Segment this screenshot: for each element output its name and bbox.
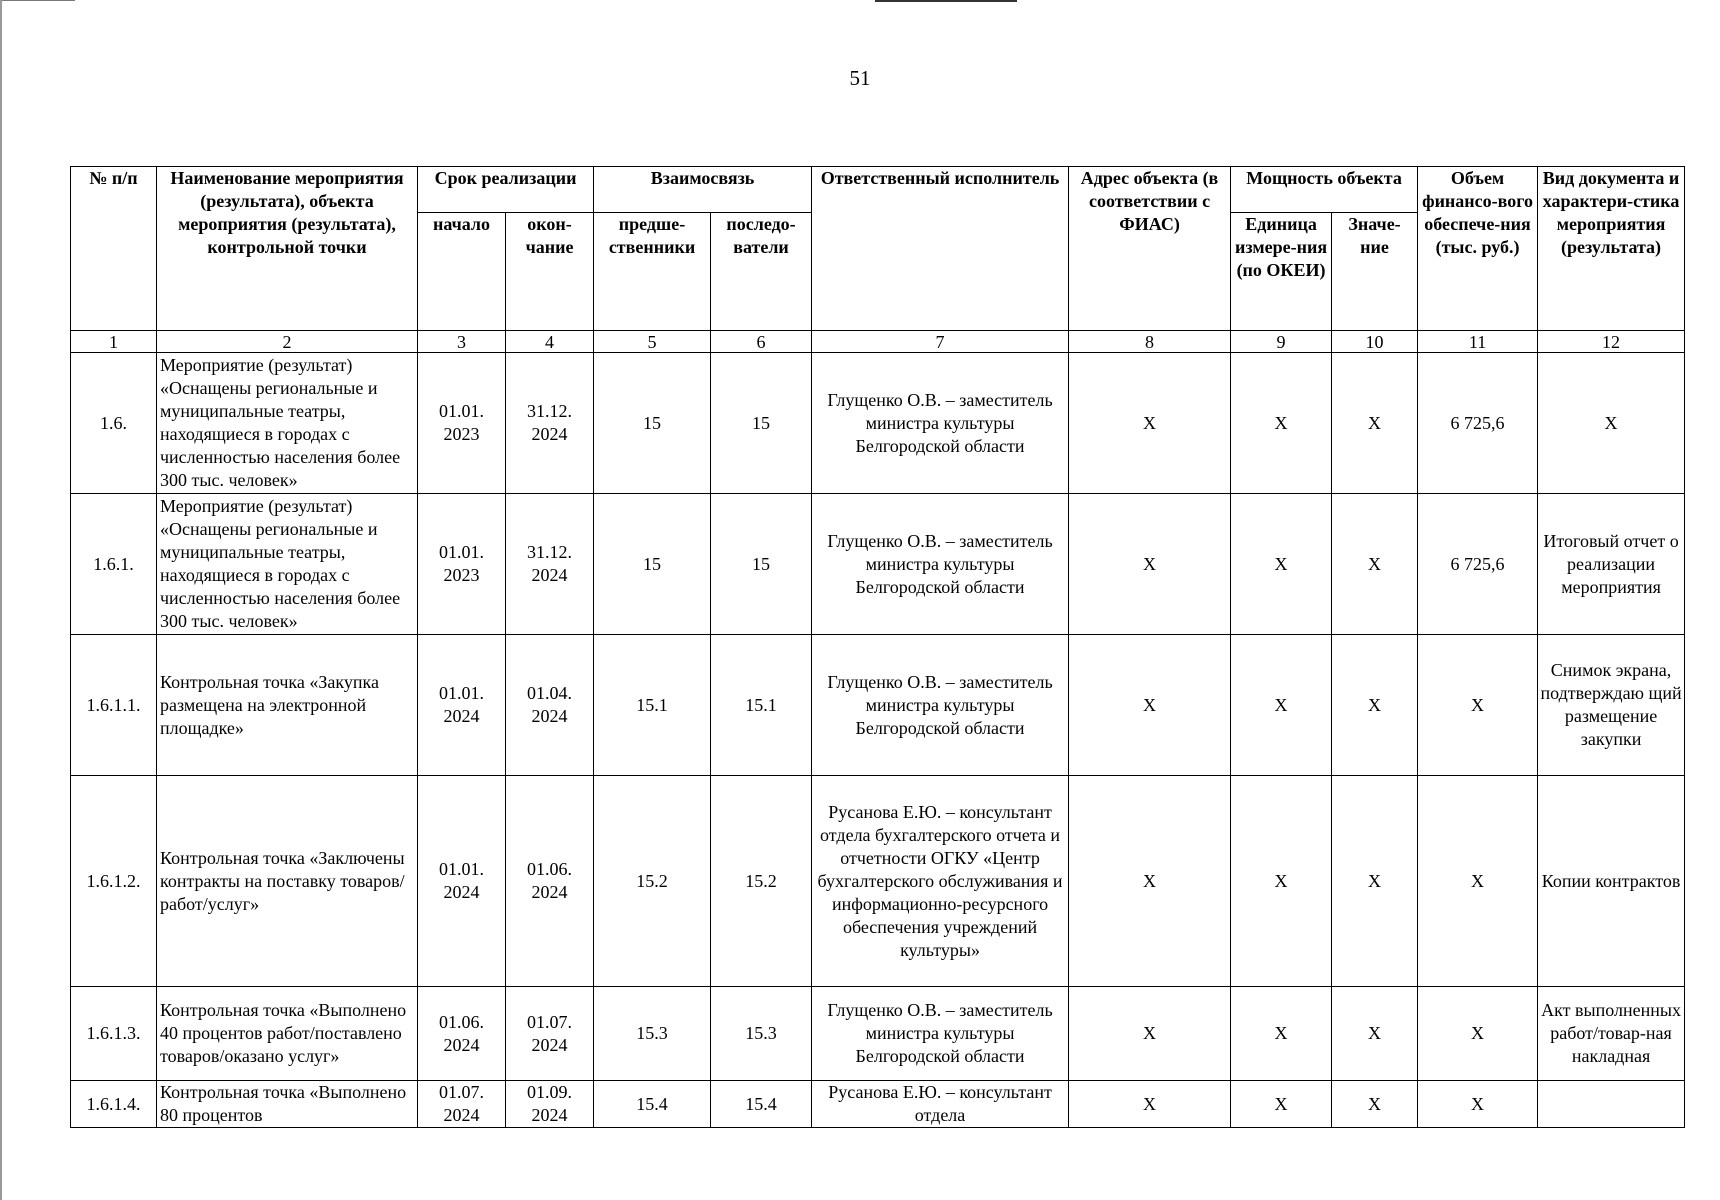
row-doc: Акт выполненных работ/товар-ная накладная (1538, 987, 1685, 1081)
row-end: 31.12. 2024 (506, 353, 594, 494)
row-start: 01.01. 2023 (418, 353, 506, 494)
row-doc: Снимок экрана, подтверждаю щий размещение закупки (1538, 635, 1685, 776)
scan-artifact-line (0, 0, 75, 1)
row-responsible: Русанова Е.Ю. – консультант отдела бухгалтерского отчета и отчетности ОГКУ «Центр бухгалтерского обслуживания и информационно-ресурсного обеспечения учреждений культуры» (812, 776, 1069, 987)
column-number: 2 (157, 331, 418, 353)
row-address: X (1069, 635, 1231, 776)
table-row (71, 494, 1685, 635)
header-term-end: окон-чание (506, 213, 594, 331)
row-unit: X (1231, 635, 1332, 776)
row-value: X (1332, 1081, 1418, 1128)
row-num: 1.6.1.3. (71, 987, 157, 1081)
row-prev: 15 (594, 353, 711, 494)
row-responsible: Глущенко О.В. – заместитель министра культуры Белгородской области (812, 987, 1069, 1081)
row-name: Мероприятие (результат) «Оснащены региональные и муниципальные театры, находящиеся в городах с численностью населения более 300 тыс. человек» (157, 353, 418, 494)
table-row (71, 987, 1685, 1081)
table-row (71, 353, 1685, 494)
header-name: Наименование мероприятия (результата), объекта мероприятия (результата), контрольной точки (157, 167, 418, 331)
header-term-start: начало (418, 213, 506, 331)
row-name: Контрольная точка «Заключены контракты на поставку товаров/работ/услуг» (157, 776, 418, 987)
column-number: 5 (594, 331, 711, 353)
table-row (71, 776, 1685, 987)
row-name: Контрольная точка «Выполнено 80 процентов (157, 1081, 418, 1128)
row-num: 1.6.1.2. (71, 776, 157, 987)
row-responsible: Глущенко О.В. – заместитель министра культуры Белгородской области (812, 635, 1069, 776)
row-address: X (1069, 353, 1231, 494)
row-start: 01.01. 2023 (418, 494, 506, 635)
row-next: 15 (711, 494, 812, 635)
row-address: X (1069, 494, 1231, 635)
row-end: 01.06. 2024 (506, 776, 594, 987)
row-end: 01.07. 2024 (506, 987, 594, 1081)
row-doc (1538, 1081, 1685, 1128)
row-prev: 15.4 (594, 1081, 711, 1128)
scan-artifact-line (875, 0, 1017, 2)
row-end: 01.09. 2024 (506, 1081, 594, 1128)
row-num: 1.6. (71, 353, 157, 494)
header-term: Срок реализации (418, 167, 594, 213)
row-address: X (1069, 987, 1231, 1081)
row-start: 01.01. 2024 (418, 776, 506, 987)
row-finance: X (1418, 987, 1538, 1081)
header-finance: Объем финансо-вого обеспече-ния (тыс. руб.) (1418, 167, 1538, 331)
row-unit: X (1231, 353, 1332, 494)
header-capacity-unit: Единица измере-ния (по ОКЕИ) (1231, 213, 1332, 331)
row-next: 15.4 (711, 1081, 812, 1128)
row-unit: X (1231, 987, 1332, 1081)
row-value: X (1332, 494, 1418, 635)
row-next: 15.2 (711, 776, 812, 987)
row-prev: 15.1 (594, 635, 711, 776)
row-name: Мероприятие (результат) «Оснащены региональные и муниципальные театры, находящиеся в городах с численностью населения более 300 тыс. человек» (157, 494, 418, 635)
row-unit: X (1231, 494, 1332, 635)
row-next: 15.3 (711, 987, 812, 1081)
header-link-next: последо-ватели (711, 213, 812, 331)
row-unit: X (1231, 776, 1332, 987)
column-number: 3 (418, 331, 506, 353)
row-start: 01.06. 2024 (418, 987, 506, 1081)
column-number: 9 (1231, 331, 1332, 353)
row-responsible: Глущенко О.В. – заместитель министра культуры Белгородской области (812, 353, 1069, 494)
column-number: 1 (71, 331, 157, 353)
row-name: Контрольная точка «Закупка размещена на электронной площадке» (157, 635, 418, 776)
column-number: 7 (812, 331, 1069, 353)
row-name: Контрольная точка «Выполнено 40 процентов работ/поставлено товаров/оказано услуг» (157, 987, 418, 1081)
column-number: 12 (1538, 331, 1685, 353)
row-end: 31.12. 2024 (506, 494, 594, 635)
column-number: 4 (506, 331, 594, 353)
header-link-prev: предше-ственники (594, 213, 711, 331)
row-responsible: Русанова Е.Ю. – консультант отдела (812, 1081, 1069, 1128)
row-finance: X (1418, 776, 1538, 987)
row-next: 15.1 (711, 635, 812, 776)
header-doc-type: Вид документа и характери-стика мероприятия (результата) (1538, 167, 1685, 331)
row-num: 1.6.1. (71, 494, 157, 635)
row-prev: 15.2 (594, 776, 711, 987)
row-next: 15 (711, 353, 812, 494)
row-end: 01.04. 2024 (506, 635, 594, 776)
row-value: X (1332, 635, 1418, 776)
row-address: X (1069, 1081, 1231, 1128)
row-start: 01.01. 2024 (418, 635, 506, 776)
header-link: Взаимосвязь (594, 167, 812, 213)
column-number: 8 (1069, 331, 1231, 353)
column-number-row (71, 331, 1685, 353)
header-capacity-value: Значе-ние (1332, 213, 1418, 331)
row-doc: Итоговый отчет о реализации мероприятия (1538, 494, 1685, 635)
row-responsible: Глущенко О.В. – заместитель министра культуры Белгородской области (812, 494, 1069, 635)
row-doc: X (1538, 353, 1685, 494)
row-finance: 6 725,6 (1418, 353, 1538, 494)
column-number: 10 (1332, 331, 1418, 353)
header-address: Адрес объекта (в соответствии с ФИАС) (1069, 167, 1231, 331)
row-unit: X (1231, 1081, 1332, 1128)
column-number: 6 (711, 331, 812, 353)
row-finance: 6 725,6 (1418, 494, 1538, 635)
table-row (71, 1081, 1685, 1128)
row-start: 01.07. 2024 (418, 1081, 506, 1128)
row-num: 1.6.1.1. (71, 635, 157, 776)
row-value: X (1332, 353, 1418, 494)
row-finance: X (1418, 1081, 1538, 1128)
column-number: 11 (1418, 331, 1538, 353)
row-num: 1.6.1.4. (71, 1081, 157, 1128)
scan-page-edge (0, 0, 2, 1200)
row-address: X (1069, 776, 1231, 987)
header-num: № п/п (71, 167, 157, 331)
row-prev: 15 (594, 494, 711, 635)
row-prev: 15.3 (594, 987, 711, 1081)
header-responsible: Ответственный исполнитель (812, 167, 1069, 331)
page-number: 51 (849, 66, 871, 90)
header-capacity: Мощность объекта (1231, 167, 1418, 213)
implementation-plan-table (70, 166, 1685, 1128)
row-value: X (1332, 987, 1418, 1081)
row-value: X (1332, 776, 1418, 987)
row-finance: X (1418, 635, 1538, 776)
row-doc: Копии контрактов (1538, 776, 1685, 987)
table-row (71, 635, 1685, 776)
